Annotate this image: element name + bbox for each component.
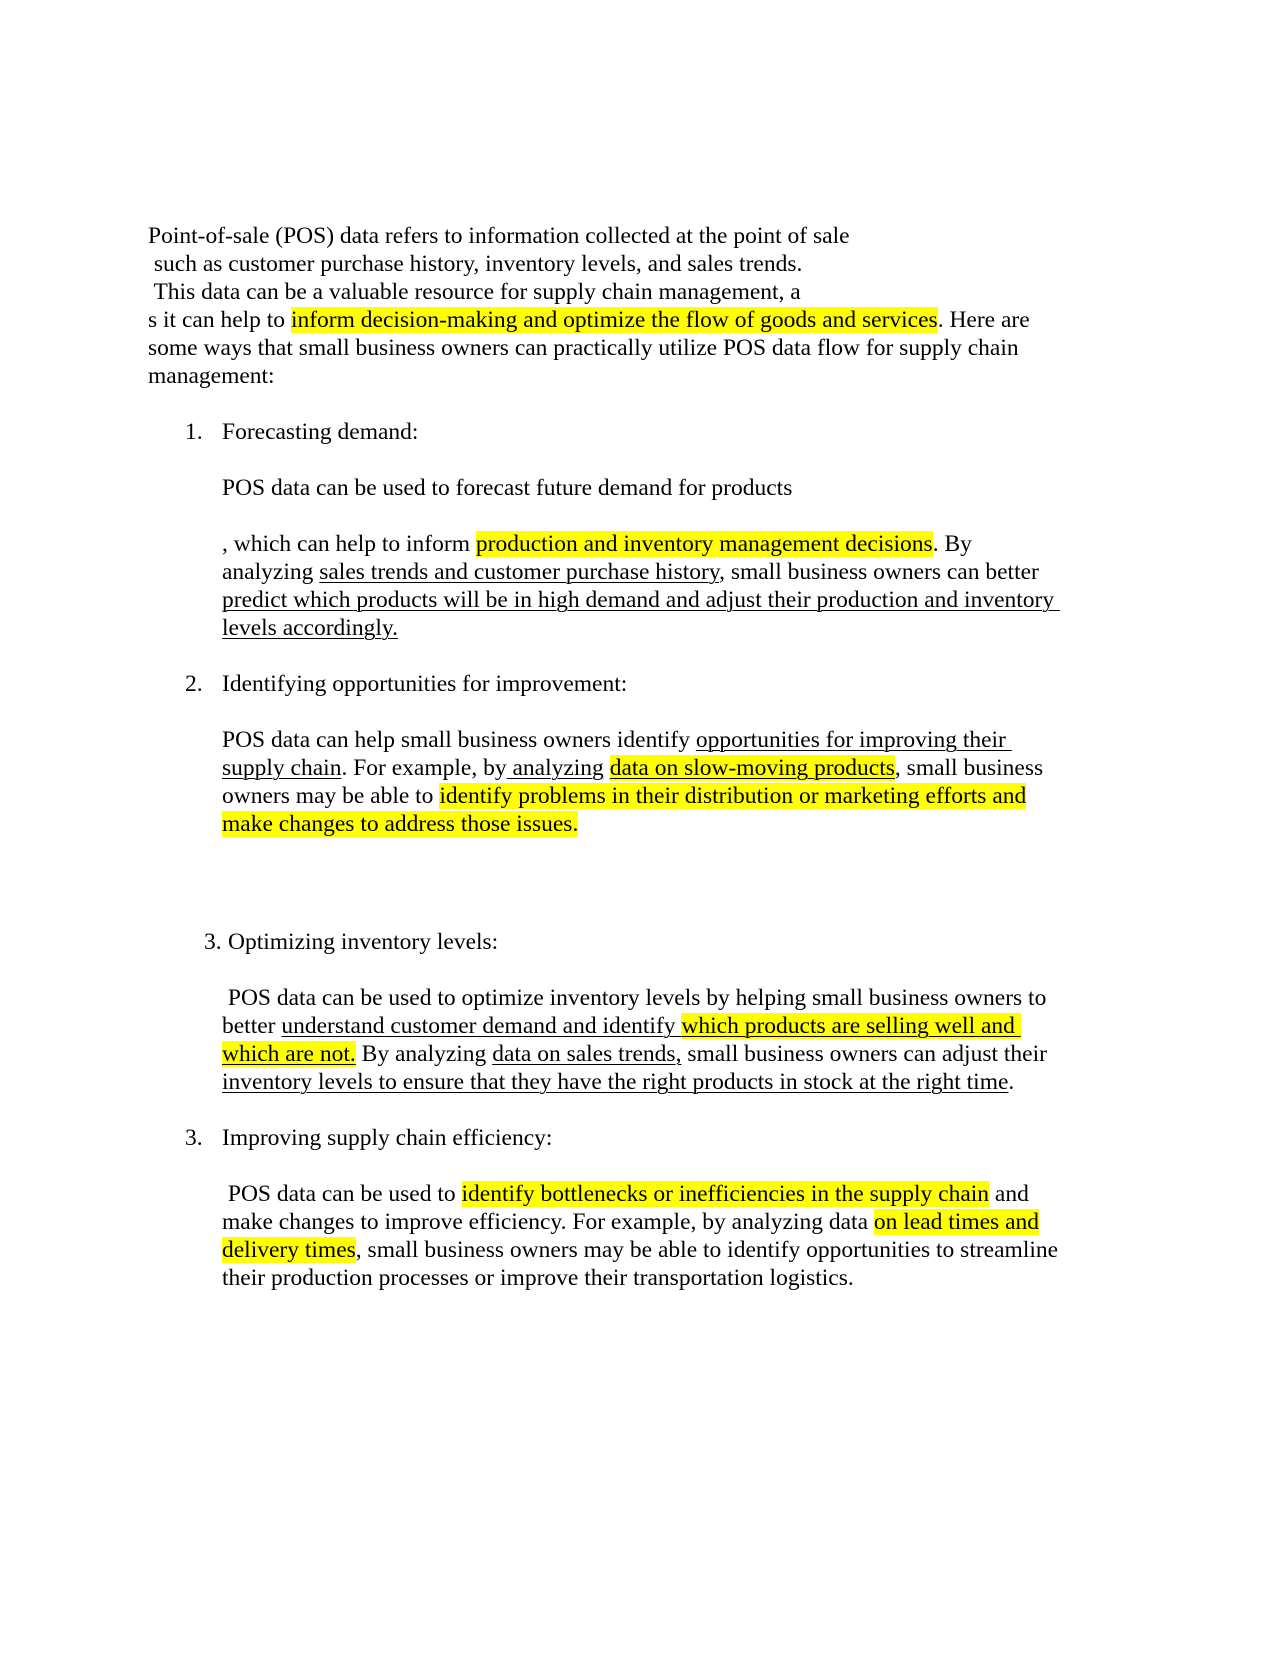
highlighted-text: which products are selling well and xyxy=(681,1013,1021,1039)
underlined-text: analyzing xyxy=(506,755,604,781)
item1-heading: Forecasting demand: xyxy=(222,419,419,445)
item1-line-3 xyxy=(222,586,1060,614)
highlighted-text: production and inventory management decisions xyxy=(475,531,933,557)
intro-line-4 xyxy=(148,306,1030,334)
intro-line-3 xyxy=(148,278,801,306)
intro-text: some ways that small business owners can practically utilize POS data flow for supply chain xyxy=(148,335,1019,361)
list-number-2: 2. xyxy=(185,671,203,697)
item4-line-2: make changes to improve efficiency. For example, by analyzing data on lead times and xyxy=(222,1209,1039,1235)
item2-line-3: owners may be able to identify problems in their distribution or marketing efforts and xyxy=(222,783,1027,809)
list-number-1: 1. xyxy=(185,419,203,445)
highlighted-text: make changes to address those issues. xyxy=(222,811,579,837)
intro-text: . Here are xyxy=(937,307,1030,333)
item2-heading: Identifying opportunities for improvement: xyxy=(222,671,628,697)
highlighted-text: on lead times and xyxy=(873,1209,1039,1235)
list-number-4: 3. xyxy=(185,1125,203,1151)
intro-text: s it can help to xyxy=(148,307,291,333)
item3-line-2: better understand customer demand and identify which products are selling well and xyxy=(222,1013,1021,1039)
item1-line-1: , which can help to inform production and inventory management decisions. By xyxy=(222,531,972,557)
item2-line-1: POS data can help small business owners identify opportunities for improving their xyxy=(222,727,1012,753)
highlighted-text: which are not. xyxy=(222,1041,356,1067)
underlined-text: supply chain xyxy=(222,755,342,781)
item3-line-3: which are not. By analyzing data on sales trends, small business owners can adjust their xyxy=(222,1041,1047,1067)
item4-heading: Improving supply chain efficiency: xyxy=(222,1125,553,1151)
item4-line-4: their production processes or improve their transportation logistics. xyxy=(222,1265,854,1291)
intro-line-5 xyxy=(148,334,1019,362)
item4-line-1: POS data can be used to identify bottlenecks or inefficiencies in the supply chain and xyxy=(222,1181,1029,1207)
highlighted-text: identify bottlenecks or inefficiencies in the supply chain xyxy=(461,1181,990,1207)
item3-line-4: inventory levels to ensure that they have the right products in stock at the right time. xyxy=(222,1069,1015,1095)
intro-text: such as customer purchase history, inventory levels, and sales trends. xyxy=(148,251,803,277)
item3-heading: Optimizing inventory levels: xyxy=(228,929,499,955)
item2-line-2: supply chain. For example, by analyzing data on slow-moving products, small business xyxy=(222,755,1044,781)
item3-line-1: POS data can be used to optimize inventory levels by helping small business owners to xyxy=(222,985,1047,1011)
intro-text: management: xyxy=(148,363,275,389)
item4-line-3: delivery times, small business owners may be able to identify opportunities to streamline xyxy=(222,1237,1059,1263)
list-number-3: 3. xyxy=(204,929,222,955)
item1-line-4 xyxy=(222,614,398,642)
highlighted-text: inform decision-making and optimize the flow of goods and services xyxy=(290,307,938,333)
item2-line-4 xyxy=(222,810,578,838)
intro-text: This data can be a valuable resource for supply chain management, a xyxy=(148,279,801,305)
item1-line-2: analyzing sales trends and customer purchase history, small business owners can better xyxy=(222,559,1039,585)
underlined-text: levels accordingly. xyxy=(222,615,398,641)
underlined-text: understand customer demand and identify xyxy=(281,1013,682,1039)
underlined-text: data on sales trends, xyxy=(492,1041,682,1067)
intro-line-2 xyxy=(148,250,802,278)
highlighted-text: identify problems in their distribution or marketing efforts and xyxy=(439,783,1027,809)
intro-line-6 xyxy=(148,362,275,390)
intro-text: Point-of-sale (POS) data refers to information collected at the point of sale xyxy=(148,223,850,249)
underlined-text: inventory levels to ensure that they have the right products in stock at the right time xyxy=(222,1069,1009,1095)
highlighted-text: delivery times xyxy=(222,1237,356,1263)
item1-paragraph-1: POS data can be used to forecast future demand for products xyxy=(222,475,793,501)
intro-line-1 xyxy=(148,222,850,250)
highlighted-text: data on slow-moving products xyxy=(609,755,895,781)
underlined-text: sales trends and customer purchase history xyxy=(319,559,720,585)
underlined-text: opportunities for improving their xyxy=(695,727,1012,753)
underlined-text: predict which products will be in high demand and adjust their production and inventory xyxy=(222,587,1060,613)
